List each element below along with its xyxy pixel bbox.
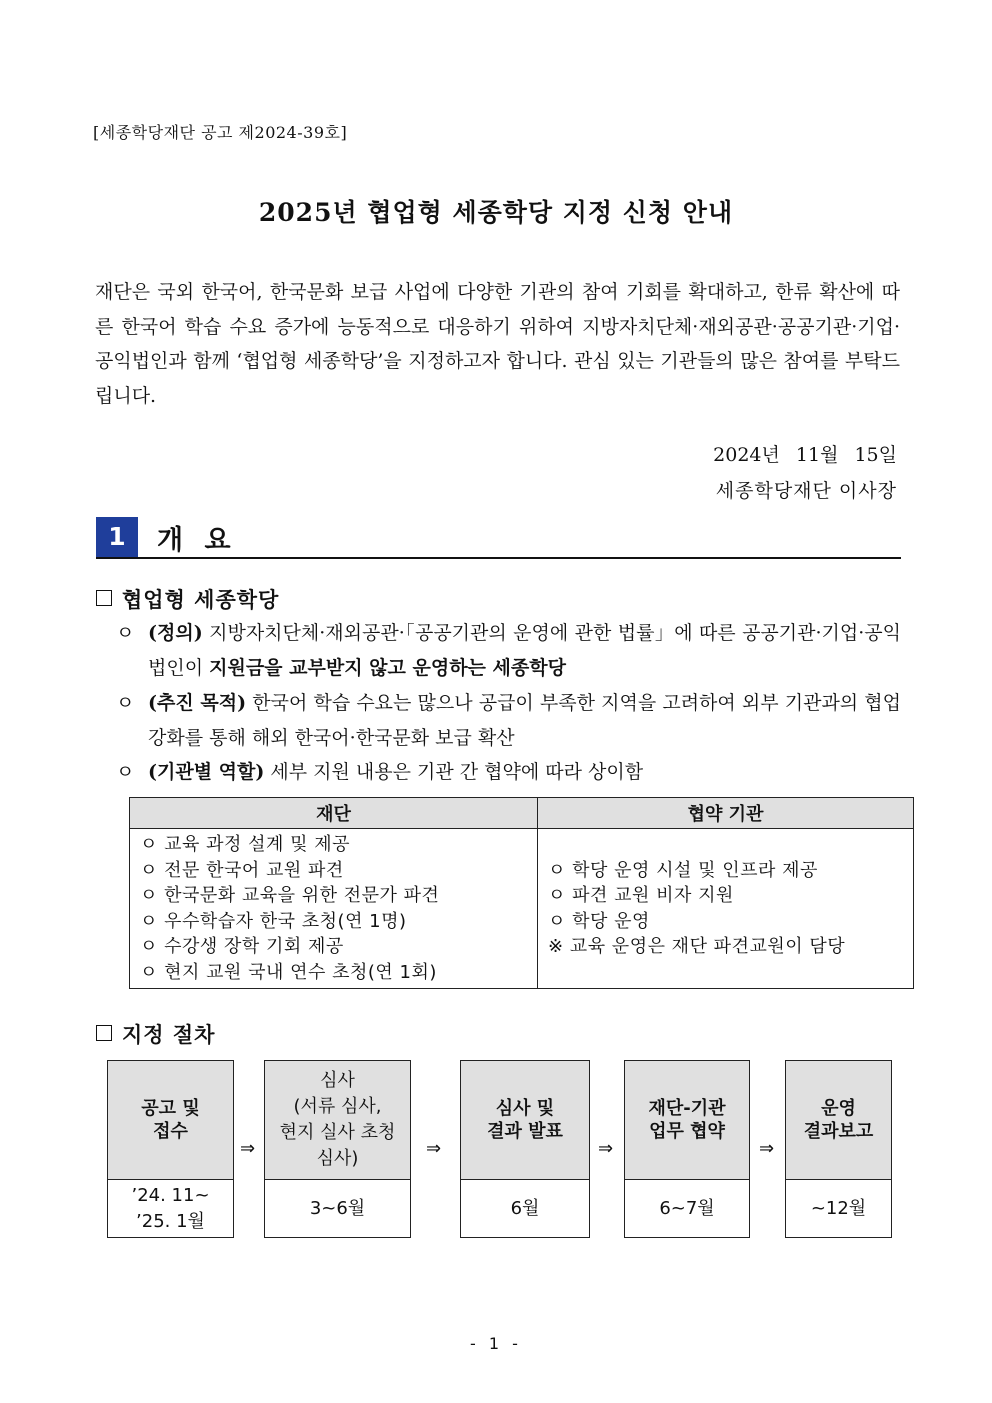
section-title: 개 요 [157,525,237,556]
list-item: ㅇ 우수학습자 한국 초청(연 1명) [140,910,407,932]
bullet-definition [116,616,901,686]
step-period: ’24. 11~ ’25. 1월 [131,1184,210,1232]
bullet-label: (정의) [148,622,203,644]
list-item: ㅇ 한국문화 교육을 위한 전문가 파견 [140,885,440,906]
step-title: 심사 (서류 심사, 현지 실사 초청 심사) [265,1061,410,1180]
bullet-emphasis: 지원금을 교부받지 않고 운영하는 세종학당 [209,657,566,679]
subsection-title-text: 지정 절차 [122,1023,216,1047]
arrow-icon: ⇒ [598,1138,614,1159]
foundation-roles [130,829,538,989]
notice-number: [세종학당재단 공고 제2024-39호] [93,123,348,142]
step-title: 심사 및 결과 발표 [461,1061,589,1180]
arrow-icon: ⇒ [240,1138,256,1159]
list-item: ㅇ 학당 운영 시설 및 인프라 제공 [548,859,818,881]
list-item: ㅇ 전문 한국어 교원 파견 [140,859,344,881]
step-title: 공고 및 접수 [108,1061,233,1180]
bullet-purpose [116,686,901,756]
page-number: - 1 - [470,1334,522,1353]
process-step-3 [460,1060,590,1238]
notice-date: 2024년 11월 15일 [713,444,897,466]
bullet-label: (기관별 역할) [148,761,265,783]
list-item: ㅇ 수강생 장학 기회 제공 [140,936,344,957]
section-number: 1 [96,517,138,557]
partner-roles [538,829,914,989]
header-foundation: 재단 [130,798,538,829]
bullet-text: 한국어 학습 수요는 많으나 공급이 부족한 지역을 고려하여 외부 기관과의 협업 강화를 통해 해외 한국어·한국문화 보급 확산 [148,692,902,749]
step-title: 재단-기관 업무 협약 [625,1061,749,1180]
bullet-marker: ㅇ [116,622,135,644]
arrow-icon: ⇒ [759,1138,775,1159]
list-item: ㅇ 파견 교원 비자 지원 [548,885,734,906]
note-item: ※ 교육 운영은 재단 파견교원이 담당 [548,936,846,957]
bullet-roles [116,755,901,790]
bullet-marker: ㅇ [116,692,135,714]
list-item: ㅇ 학당 운영 [548,910,650,932]
process-step-4 [624,1060,750,1238]
checkbox-square-icon [96,1025,112,1041]
subsection-title-text: 협업형 세종학당 [122,588,280,612]
step-period: 6~7월 [659,1197,715,1219]
process-step-1 [107,1060,234,1238]
list-item: ㅇ 교육 과정 설계 및 제공 [140,834,350,855]
step-period: 3~6월 [309,1197,366,1219]
step-period: 6월 [510,1197,540,1219]
process-step-5 [785,1060,892,1238]
header-partner: 협약 기관 [538,798,914,829]
subsection-title [96,1019,215,1049]
bullet-text: 세부 지원 내용은 기관 간 협약에 따라 상이함 [264,761,644,783]
list-item: ㅇ 현지 교원 국내 연수 초청(연 1회) [140,961,437,983]
process-step-2 [264,1060,411,1238]
bullet-text: 지방자치단체·재외공관·「공공기관의 운영에 관한 법률」에 따른 공공기관·기업·공익법인이 [148,622,901,679]
subsection-title [96,584,279,614]
intro-paragraph: 재단은 국외 한국어, 한국문화 보급 사업에 다양한 기관의 참여 기회를 확대하고, 한류 확산에 따른 한국어 학습 수요 증가에 능동적으로 대응하기 위하여 지방자치단체·재외공관·공공기관·기업·공익법인과 함께 ‘협업형 세종학당’을 지정하고자 합니다. 관심 있는 기관들의 많은 참여를 부탁드립니다. [95,281,900,407]
arrow-icon: ⇒ [426,1138,442,1159]
signer: 세종학당재단 이사장 [715,480,897,502]
step-period: ~12월 [810,1197,867,1219]
step-title: 운영 결과보고 [786,1061,891,1180]
checkbox-square-icon [96,590,112,606]
section-divider [96,557,901,559]
roles-table [129,797,914,989]
bullet-label: (추진 목적) [148,692,247,714]
bullet-marker: ㅇ [116,761,135,783]
page-title: 2025년 협업형 세종학당 지정 신청 안내 [258,198,734,227]
